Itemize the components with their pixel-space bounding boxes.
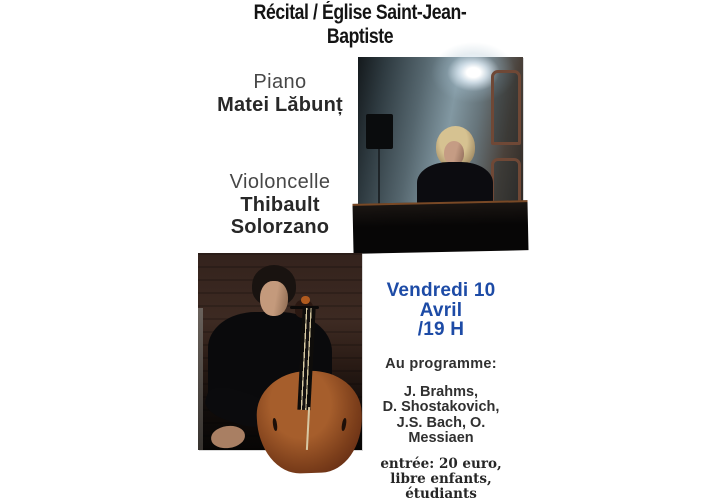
wall-edge [198,308,203,450]
cellist-hand [210,424,247,450]
poster-title-line1: Récital / Église Saint-Jean- [253,1,467,24]
piano-lid [353,200,529,253]
programme-item: J.S. Bach, O. Messiaen [396,414,486,446]
cellist-face [260,281,288,316]
cellist-photo [198,253,362,450]
poster-title-line2: Baptiste [326,25,394,48]
programme-heading: Au programme: [385,355,497,372]
event-details [363,281,519,502]
cellist-name-line2: Solorzano [230,216,330,238]
admission-line1: entrée: 20 euro, [380,455,502,472]
admission-info [363,457,519,502]
programme-item: J. Brahms, [403,383,479,400]
pianist-photo [358,57,523,248]
programme-list [363,385,519,447]
event-time: /19 H [417,319,465,340]
piano-performer-block [190,71,370,116]
speaker-box [366,114,392,148]
admission-line2: libre enfants, étudiants [390,470,492,502]
cello-instrument-label: Violoncelle [229,171,331,193]
speaker-stand [378,149,380,206]
pianist-name: Matei Lăbunț [217,94,343,116]
wall-panel [491,70,522,145]
cello-scroll [301,296,309,304]
cellist-name-line1: Thibault [240,194,320,216]
event-date: Vendredi 10 Avril [386,280,496,321]
programme-item: D. Shostakovich, [382,399,500,415]
cello-performer-block [190,171,370,238]
piano-instrument-label: Piano [253,71,307,93]
poster-title [58,1,663,49]
